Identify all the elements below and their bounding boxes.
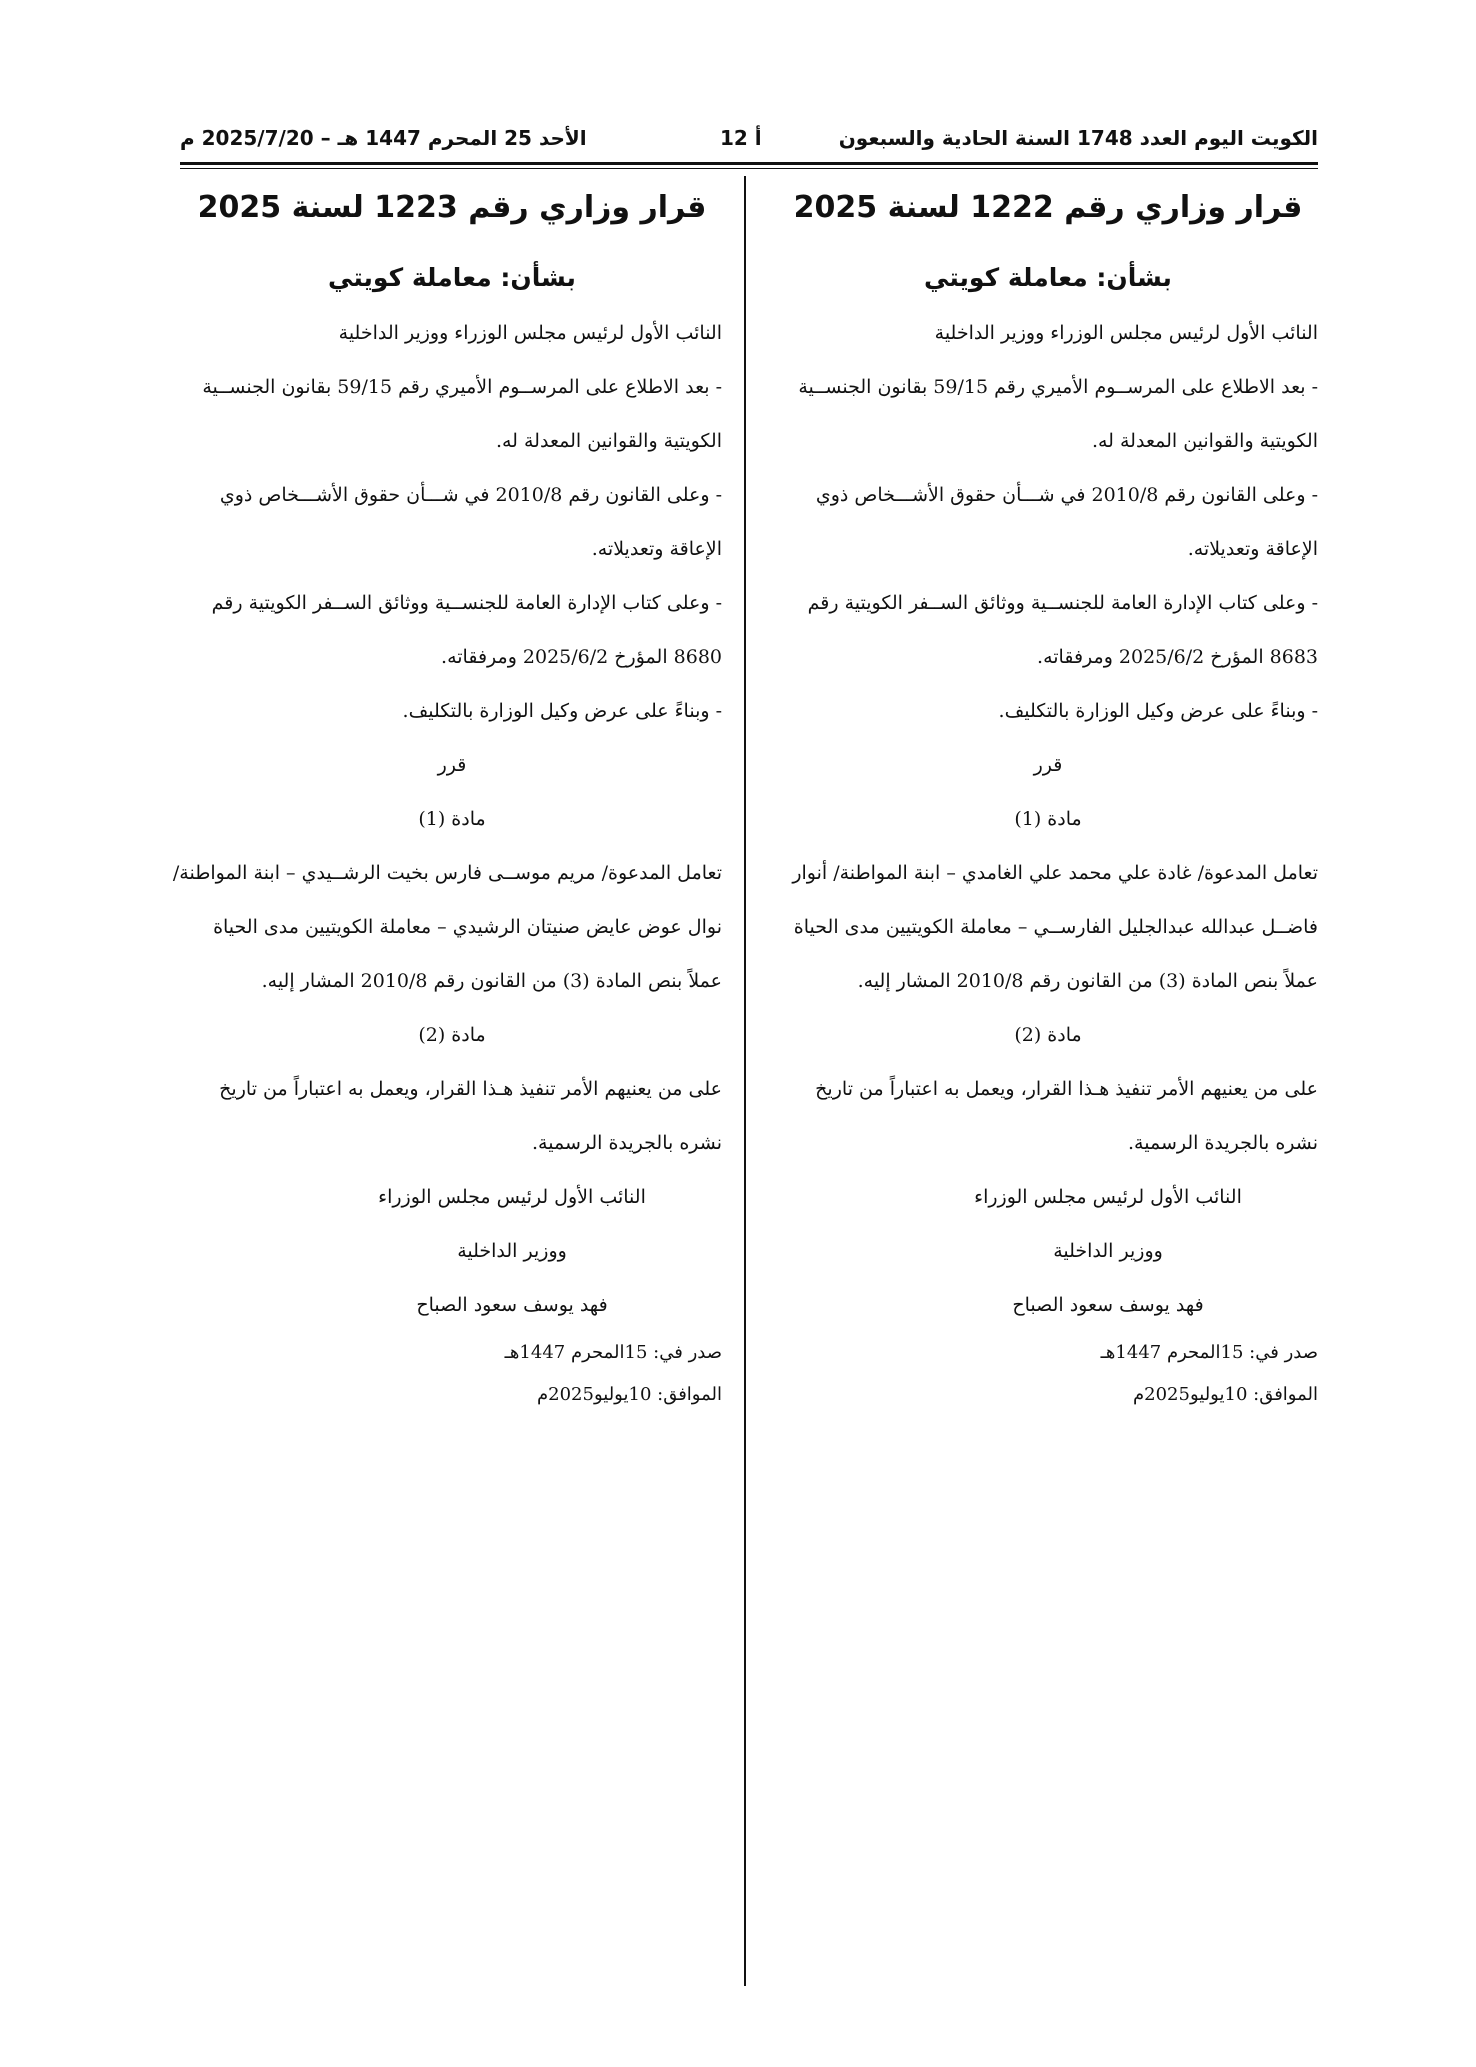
article-1-line: عملاً بنص المادة (3) من القانون رقم 2010/8 المشار إليه. bbox=[261, 970, 722, 992]
header-rule-thick bbox=[180, 162, 1318, 165]
decided-heading: قرر bbox=[437, 754, 467, 776]
decision-title: قرار وزاري رقم 1223 لسنة 2025 bbox=[197, 190, 707, 225]
signature-line: النائب الأول لرئيس مجلس الوزراء bbox=[974, 1186, 1242, 1208]
article-2-line: نشره بالجريدة الرسمية. bbox=[1128, 1132, 1318, 1154]
preamble-line: - بعد الاطلاع على المرســوم الأميري رقم 59/15 بقانون الجنســية bbox=[202, 376, 722, 398]
signature-line: ووزير الداخلية bbox=[457, 1240, 567, 1262]
article-1-heading: مادة (1) bbox=[418, 808, 486, 830]
decision-title: قرار وزاري رقم 1222 لسنة 2025 bbox=[793, 190, 1303, 225]
article-2-line: على من يعنيهم الأمر تنفيذ هـذا القرار، ويعمل به اعتباراً من تاريخ bbox=[219, 1078, 722, 1100]
article-1-line: عملاً بنص المادة (3) من القانون رقم 2010/8 المشار إليه. bbox=[857, 970, 1318, 992]
decided-heading: قرر bbox=[1033, 754, 1063, 776]
issued-date: صدر في: 15المحرم 1447هـ bbox=[504, 1342, 722, 1363]
article-2-heading: مادة (2) bbox=[1014, 1024, 1082, 1046]
article-1-line: نوال عوض عايض صنيتان الرشيدي – معاملة الكويتيين مدى الحياة bbox=[213, 916, 722, 938]
preamble-line: - وبناءً على عرض وكيل الوزارة بالتكليف. bbox=[998, 700, 1318, 722]
article-2-heading: مادة (2) bbox=[418, 1024, 486, 1046]
preamble-line: - وعلى القانون رقم 2010/8 في شـــأن حقوق الأشـــخاص ذوي bbox=[815, 484, 1318, 506]
preamble-line: الإعاقة وتعديلاته. bbox=[1187, 538, 1318, 560]
preamble-line: - وعلى القانون رقم 2010/8 في شـــأن حقوق الأشـــخاص ذوي bbox=[219, 484, 722, 506]
signature-line: ووزير الداخلية bbox=[1053, 1240, 1163, 1262]
preamble-line: 8683 المؤرخ 2025/6/2 ومرفقاته. bbox=[1037, 646, 1318, 668]
decision-1223 bbox=[172, 178, 722, 1416]
corresponding-date: الموافق: 10يوليو2025م bbox=[537, 1384, 722, 1405]
article-1-line: تعامل المدعوة/ غادة علي محمد علي الغامدي – ابنة المواطنة/ أنوار bbox=[792, 862, 1318, 884]
article-2-line: على من يعنيهم الأمر تنفيذ هـذا القرار، ويعمل به اعتباراً من تاريخ bbox=[815, 1078, 1318, 1100]
signature-name: فهد يوسف سعود الصباح bbox=[1012, 1294, 1204, 1316]
preamble-line: - وبناءً على عرض وكيل الوزارة بالتكليف. bbox=[402, 700, 722, 722]
article-1-line: فاضــل عبدالله عبدالجليل الفارســي – معاملة الكويتيين مدى الحياة bbox=[793, 916, 1318, 938]
header-page-number: أ 12 bbox=[720, 126, 762, 150]
preamble-line: الإعاقة وتعديلاته. bbox=[591, 538, 722, 560]
corresponding-date: الموافق: 10يوليو2025م bbox=[1133, 1384, 1318, 1405]
preamble-line: - وعلى كتاب الإدارة العامة للجنســية ووثائق الســفر الكويتية رقم bbox=[211, 592, 722, 614]
signature-name: فهد يوسف سعود الصباح bbox=[416, 1294, 608, 1316]
column-divider bbox=[744, 176, 746, 1986]
article-1-heading: مادة (1) bbox=[1014, 808, 1082, 830]
header-date: الأحد 25 المحرم 1447 هـ – 2025/7/20 م bbox=[180, 126, 587, 150]
preamble-line: الكويتية والقوانين المعدلة له. bbox=[1091, 430, 1318, 452]
header-rule-thin bbox=[180, 168, 1318, 169]
preamble-line: - وعلى كتاب الإدارة العامة للجنســية ووثائق الســفر الكويتية رقم bbox=[807, 592, 1318, 614]
preamble-line: النائب الأول لرئيس مجلس الوزراء ووزير الداخلية bbox=[934, 322, 1318, 344]
preamble-line: الكويتية والقوانين المعدلة له. bbox=[495, 430, 722, 452]
decision-subject: بشأن: معاملة كويتي bbox=[924, 263, 1172, 292]
article-2-line: نشره بالجريدة الرسمية. bbox=[532, 1132, 722, 1154]
header-publication: الكويت اليوم العدد 1748 السنة الحادية والسبعون bbox=[838, 126, 1318, 150]
article-1-line: تعامل المدعوة/ مريم موســى فارس بخيت الرشــيدي – ابنة المواطنة/ bbox=[172, 862, 722, 884]
signature-line: النائب الأول لرئيس مجلس الوزراء bbox=[378, 1186, 646, 1208]
preamble-line: - بعد الاطلاع على المرســوم الأميري رقم 59/15 بقانون الجنســية bbox=[798, 376, 1318, 398]
preamble-line: النائب الأول لرئيس مجلس الوزراء ووزير الداخلية bbox=[338, 322, 722, 344]
page-header bbox=[180, 118, 1318, 158]
decision-1222 bbox=[778, 178, 1318, 1416]
preamble-line: 8680 المؤرخ 2025/6/2 ومرفقاته. bbox=[441, 646, 722, 668]
decision-subject: بشأن: معاملة كويتي bbox=[328, 263, 576, 292]
issued-date: صدر في: 15المحرم 1447هـ bbox=[1100, 1342, 1318, 1363]
